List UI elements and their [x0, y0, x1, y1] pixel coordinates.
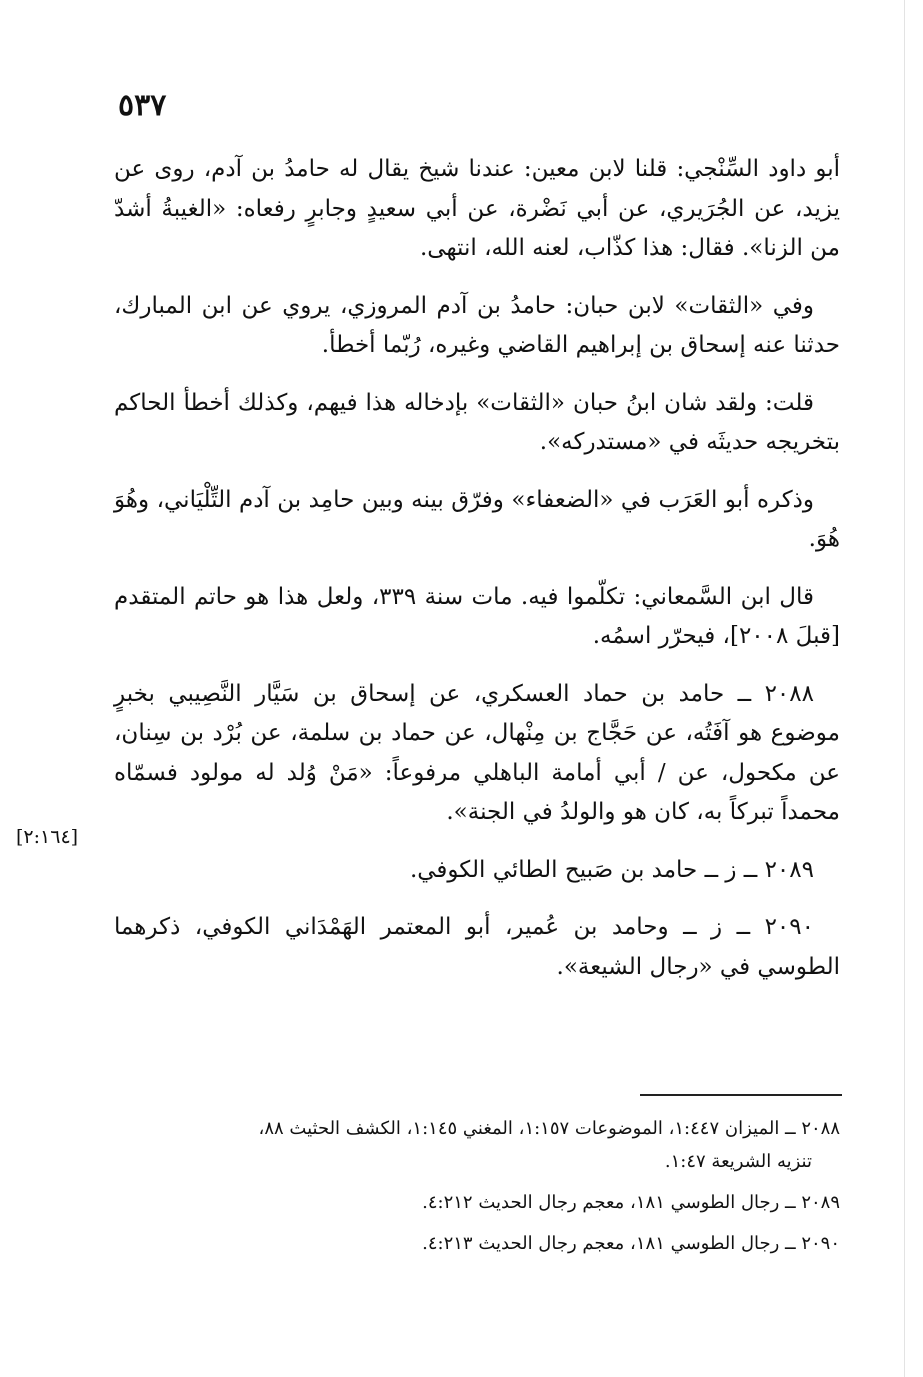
marginal-reference: [٢:١٦٤]	[16, 826, 79, 848]
footnote-2089: ٢٠٨٩ ــ رجال الطوسي ١٨١، معجم رجال الحديث ٤:٢١٢.	[422, 1192, 840, 1213]
entry-2089: ٢٠٨٩ ــ ز ــ حامد بن صَبيح الطائي الكوفي.	[409, 856, 814, 883]
footnote-2088-line2: تنزيه الشريعة ١:٤٧.	[664, 1151, 812, 1172]
footnote-2088-line1: ٢٠٨٨ ــ الميزان ١:٤٤٧، الموضوعات ١:١٥٧، المغني ١:١٤٥، الكشف الحثيث ٨٨،	[258, 1118, 840, 1139]
paragraph-qultu: قلت: ولقد شان ابنُ حبان «الثقات» بإدخاله هذا فيهم، وكذلك أخطأ الحاكم بتخريجه حديثَه في «مستدركه».	[114, 389, 840, 455]
paragraph-abu-dawud: أبو داود السِّنْجي: قلنا لابن معين: عندنا شيخ يقال له حامدُ بن آدم، روى عن يزيد، عن الجُرَيري، عن أبي نَضْرة، عن أبي سعيدٍ وجابرٍ رفعاه: «الغيبةُ أشدّ من الزنا». فقال: هذا كذّاب، لعنه الله، انتهى.	[114, 156, 840, 261]
paragraph-thiqat: وفي «الثقات» لابن حبان: حامدُ بن آدم المروزي، يروي عن ابن المبارك، حدثنا عنه إسحاق بن إبراهيم القاضي وغيره، رُبّما أخطأ.	[114, 292, 840, 358]
footnote-2088	[114, 1112, 840, 1178]
main-text	[114, 150, 840, 1005]
paragraph-abu-al-arab: وذكره أبو العَرَب في «الضعفاء» وفرّق بينه وبين حامِد بن آدم التِّلْيَاني، وهُوَ هُوَ.	[114, 486, 840, 552]
footnotes	[114, 1112, 840, 1268]
footnote-separator	[640, 1094, 842, 1096]
page-edge	[904, 0, 905, 1377]
footnote-2090: ٢٠٩٠ ــ رجال الطوسي ١٨١، معجم رجال الحديث ٤:٢١٣.	[422, 1233, 840, 1254]
page-number: ٥٣٧	[118, 88, 167, 123]
entry-2088: ٢٠٨٨ ــ حامد بن حماد العسكري، عن إسحاق بن سَيَّار النَّصِيبي بخبرٍ موضوع هو آفَتُه، عن حَجَّاج بن مِنْهال، عن حماد بن سلمة، عن بُرْد بن سِنان، عن مكحول، عن / أبي أمامة الباهلي مرفوعاً: «مَنْ وُلد له مولود فسمّاه محمداً تبركاً به، كان هو والولدُ في الجنة».	[114, 680, 840, 825]
entry-2090: ٢٠٩٠ ــ ز ــ وحامد بن عُمير، أبو المعتمر الهَمْدَاني الكوفي، ذكرهما الطوسي في «رجال الشيعة».	[114, 914, 840, 980]
paragraph-sam-ani: قال ابن السَّمعاني: تكلّموا فيه. مات سنة ٣٣٩، ولعل هذا هو حاتم المتقدم [قبلَ ٢٠٠٨]، فيحرّر اسمُه.	[114, 583, 840, 649]
